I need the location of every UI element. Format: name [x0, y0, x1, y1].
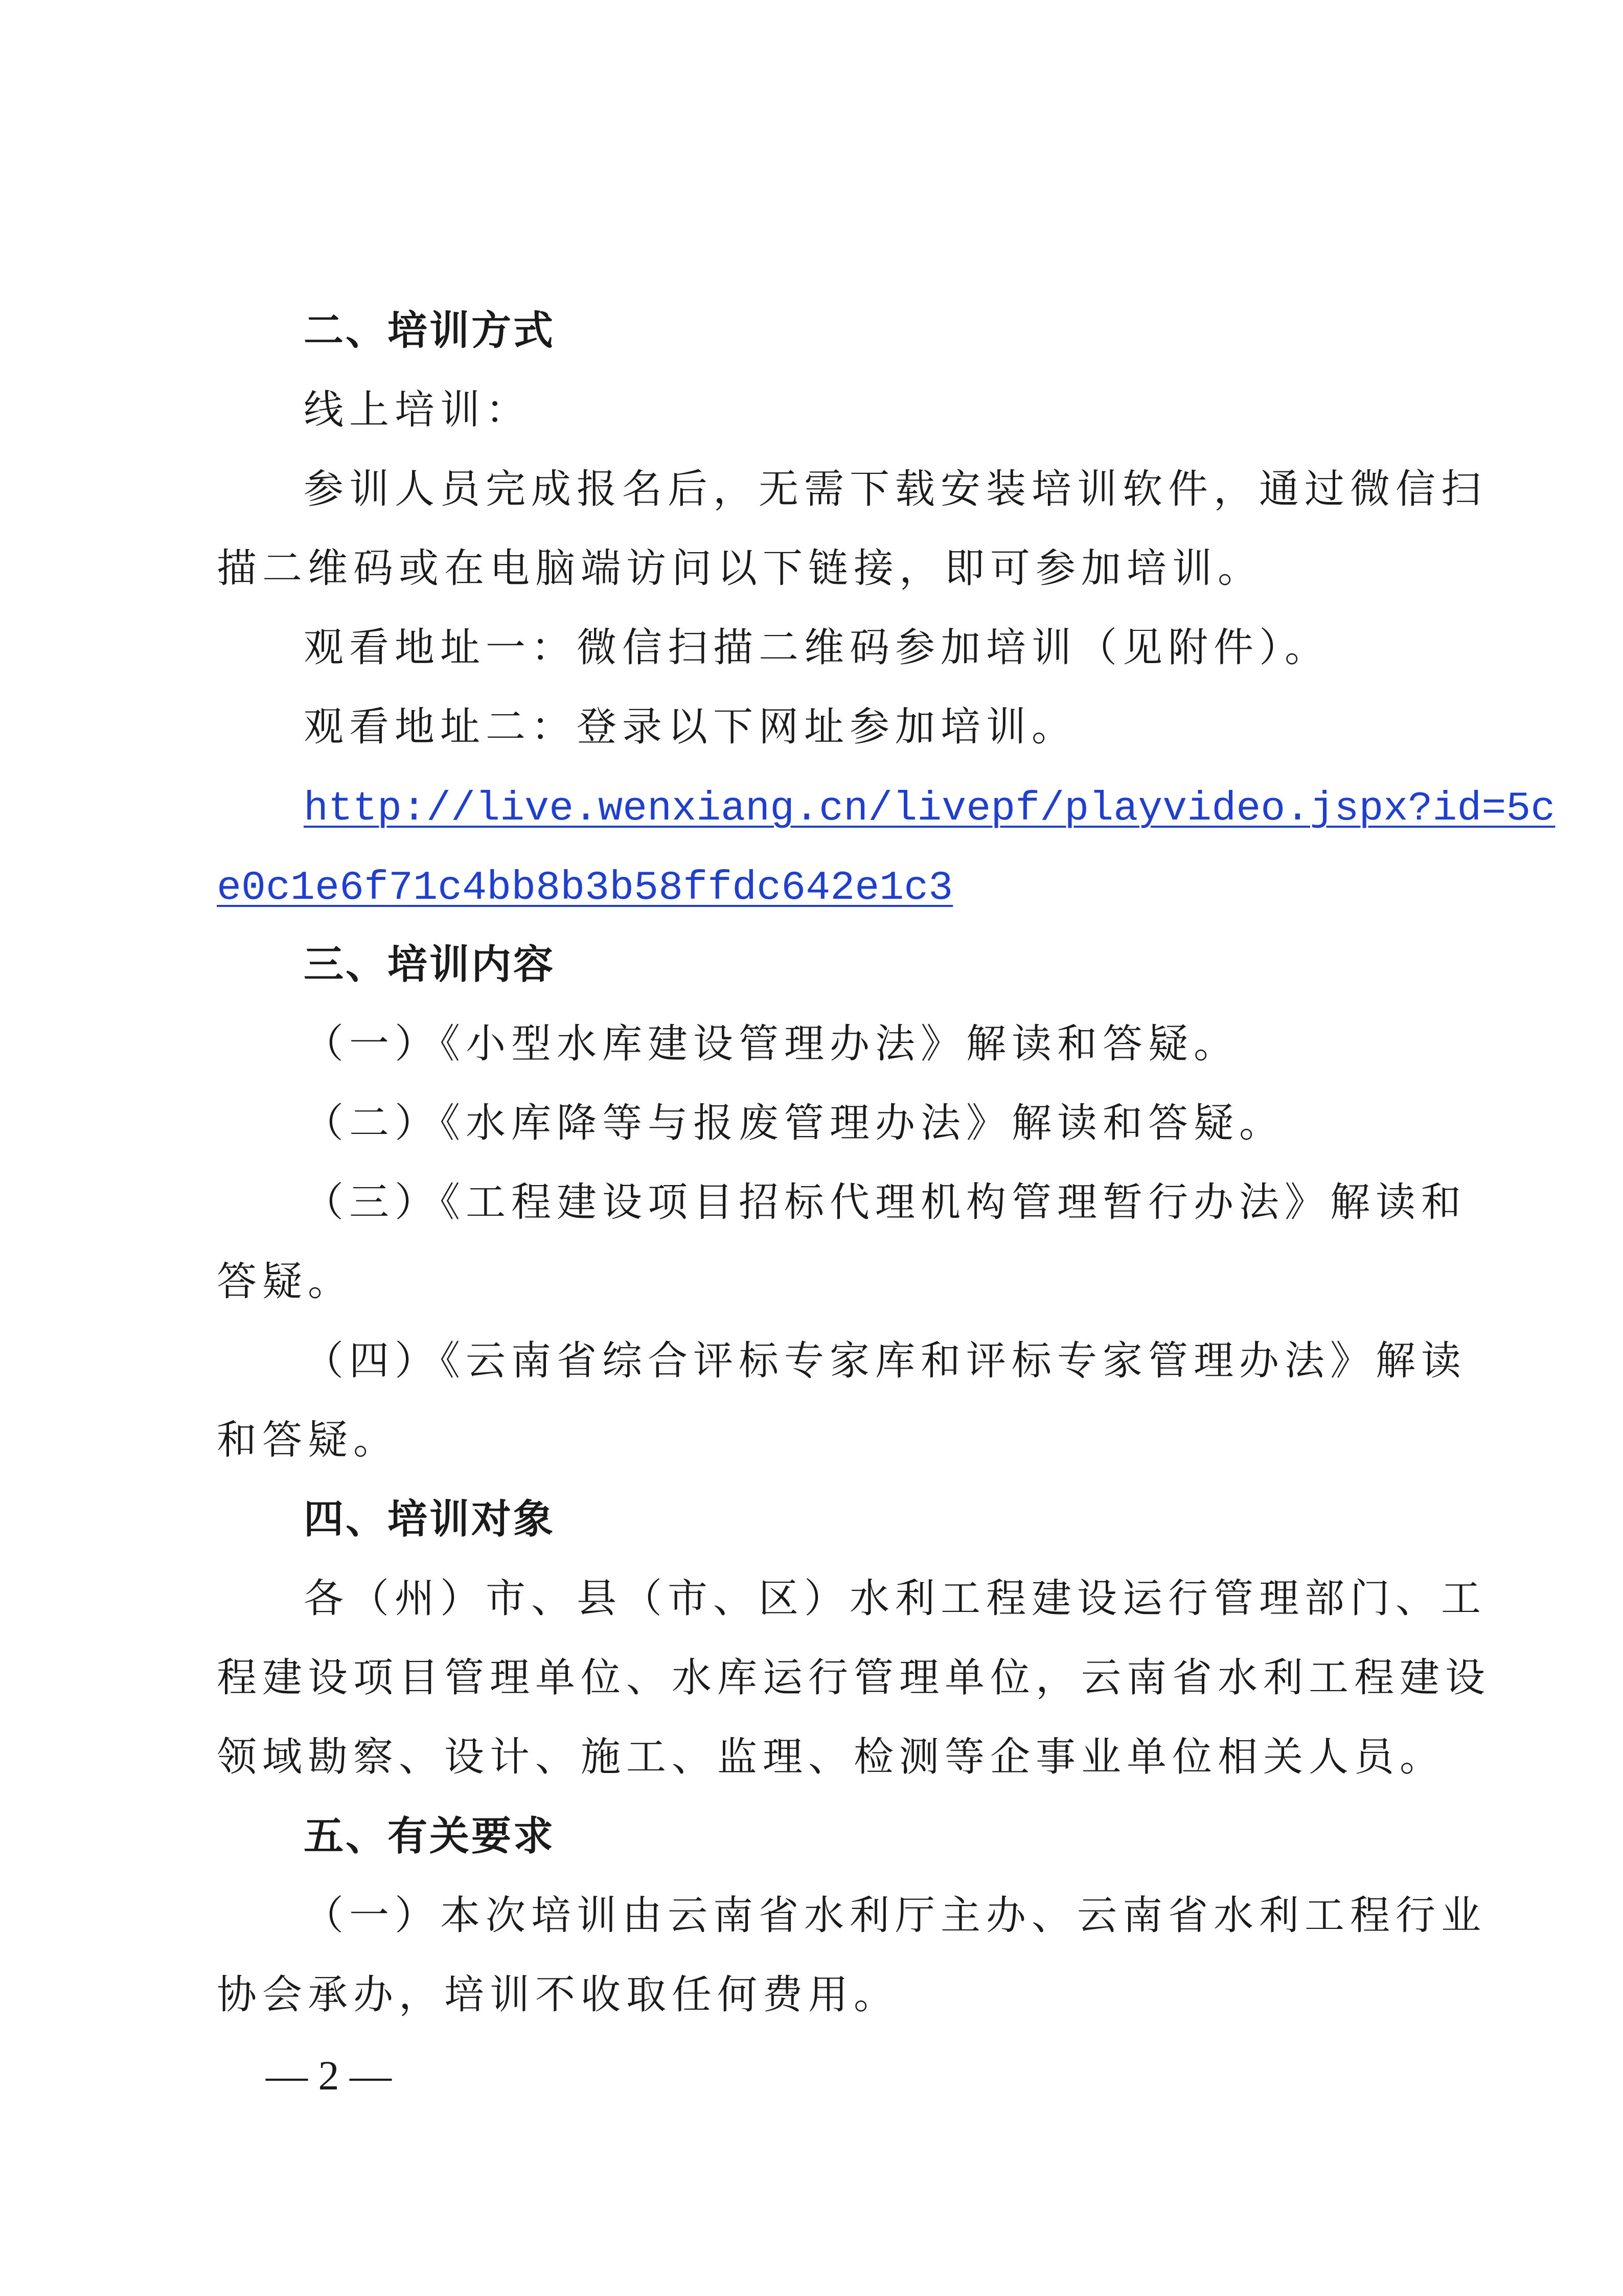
paragraph-line: 参训人员完成报名后，无需下载安装培训软件，通过微信扫 [304, 466, 1487, 512]
section-heading-requirements: 五、有关要求 [304, 1813, 556, 1859]
content-item-3-continued: 答疑。 [217, 1259, 354, 1305]
section-heading-training-content: 三、培训内容 [304, 942, 556, 988]
section-heading-training-audience: 四、培训对象 [304, 1496, 556, 1542]
training-url-link-continued[interactable]: e0c1e6f71c4bb8b3b58ffdc642e1c3 [217, 865, 953, 912]
requirement-item-1-continued: 协会承办，培训不收取任何费用。 [217, 1972, 900, 2018]
section-heading-training-method: 二、培训方式 [304, 308, 556, 354]
viewing-address-two: 观看地址二：登录以下网址参加培训。 [304, 704, 1078, 750]
document-body [217, 291, 1556, 2035]
audience-paragraph-line: 各（州）市、县（市、区）水利工程建设运行管理部门、工 [304, 1576, 1487, 1622]
requirement-item-1: （一）本次培训由云南省水利厅主办、云南省水利工程行业 [304, 1893, 1487, 1939]
content-item-1: （一）《小型水库建设管理办法》解读和答疑。 [304, 1021, 1240, 1067]
page-number: — 2 — [266, 2052, 392, 2099]
paragraph-line: 描二维码或在电脑端访问以下链接，即可参加培训。 [217, 545, 1264, 592]
content-item-2: （二）《水库降等与报废管理办法》解读和答疑。 [304, 1100, 1285, 1146]
content-item-4: （四）《云南省综合评标专家库和评标专家管理办法》解读 [304, 1338, 1467, 1384]
viewing-address-one: 观看地址一：微信扫描二维码参加培训（见附件）。 [304, 625, 1331, 671]
content-item-4-continued: 和答疑。 [217, 1417, 399, 1463]
audience-paragraph-line: 领域勘察、设计、施工、监理、检测等企事业单位相关人员。 [217, 1734, 1446, 1780]
audience-paragraph-line: 程建设项目管理单位、水库运行管理单位，云南省水利工程建设 [217, 1655, 1491, 1701]
content-item-3: （三）《工程建设项目招标代理机构管理暂行办法》解读和 [304, 1179, 1467, 1225]
training-url-link[interactable]: http://live.wenxiang.cn/livepf/playvideo.jspx?id=5c [304, 786, 1556, 832]
online-training-label: 线上培训： [304, 387, 532, 433]
